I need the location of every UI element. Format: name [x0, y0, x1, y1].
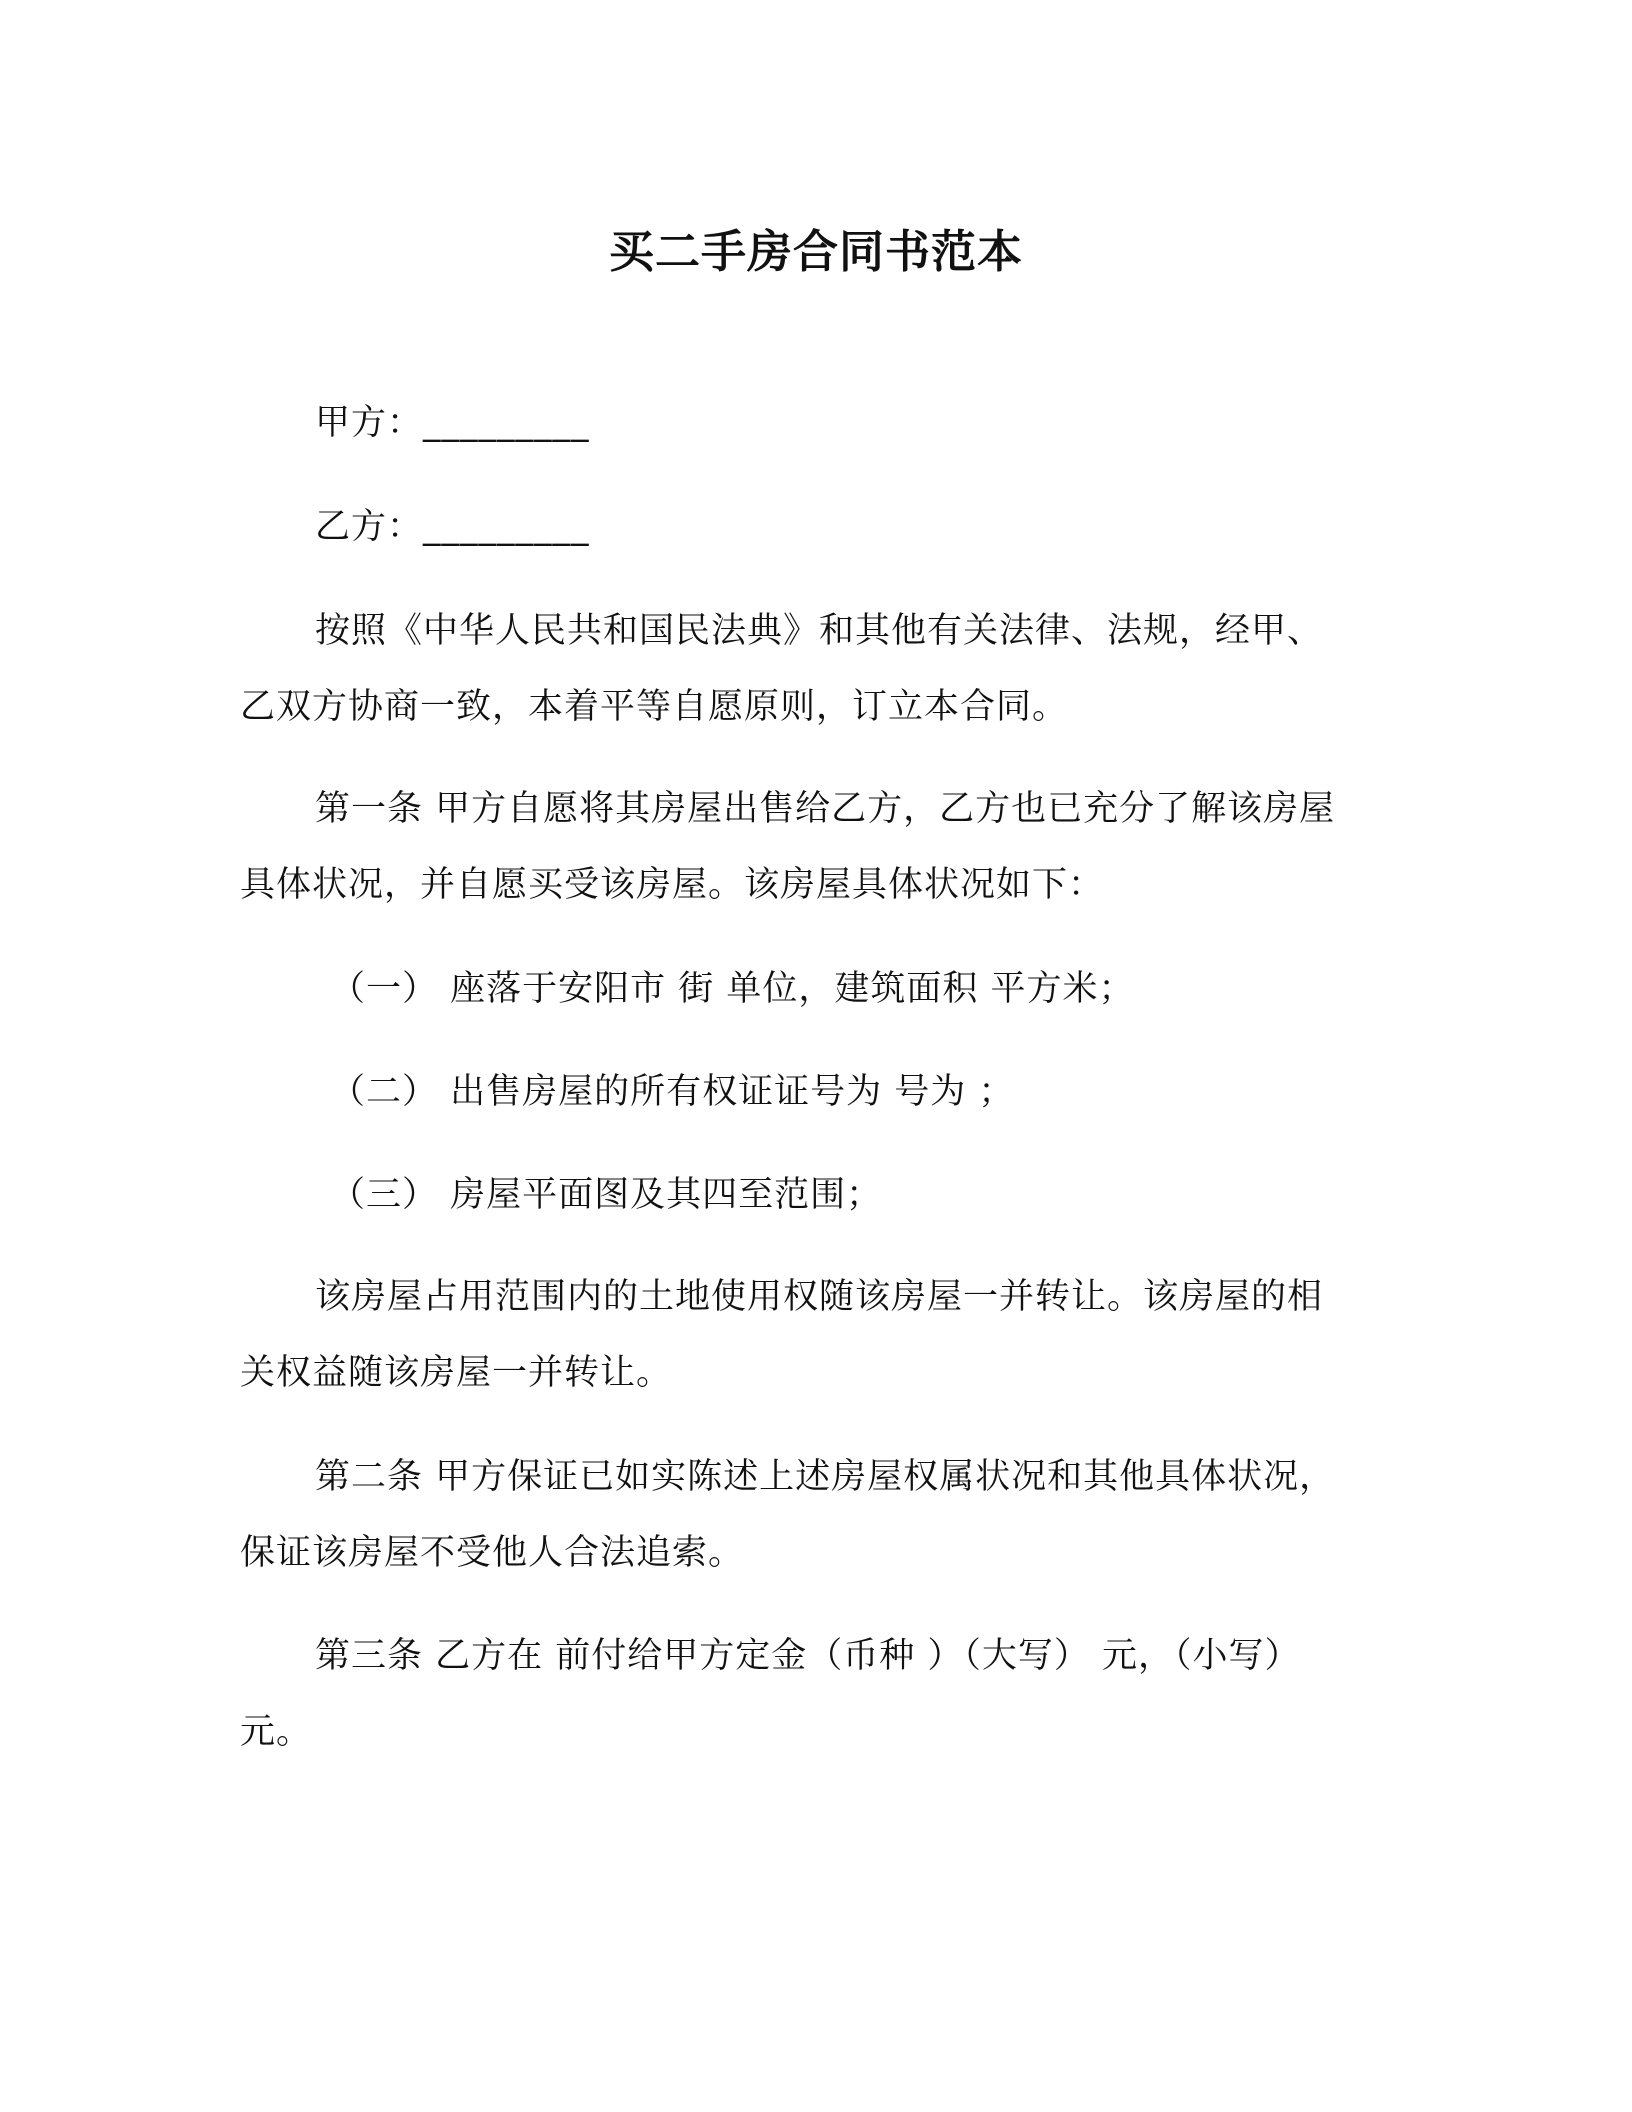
preamble-line-2: 乙双方协商一致，本着平等自愿原则，订立本合同。 — [240, 687, 1069, 727]
preamble-line-1: 按照《中华人民共和国民法典》和其他有关法律、法规，经甲、 — [315, 611, 1324, 651]
article1-item-3: （三） 房屋平面图及其四至范围； — [330, 1175, 883, 1215]
land-use-line-2: 关权益随该房屋一并转让。 — [240, 1353, 673, 1393]
document-title: 买二手房合同书范本 — [608, 225, 1023, 278]
article2-line-1: 第二条 甲方保证已如实陈述上述房屋权属状况和其他具体状况， — [315, 1457, 1336, 1497]
party-a-line: 甲方：_________ — [315, 403, 590, 443]
article1-line-1: 第一条 甲方自愿将其房屋出售给乙方，乙方也已充分了解该房屋 — [315, 789, 1336, 829]
party-b-line: 乙方：_________ — [315, 507, 590, 547]
article3-line-2: 元。 — [240, 1712, 313, 1752]
article2-line-2: 保证该房屋不受他人合法追索。 — [240, 1533, 745, 1573]
article1-line-2: 具体状况，并自愿买受该房屋。该房屋具体状况如下： — [240, 865, 1105, 905]
article1-item-1: （一） 座落于安阳市 街 单位，建筑面积 平方米； — [330, 969, 1135, 1009]
article1-item-2: （二） 出售房屋的所有权证证号为 号为 ； — [330, 1072, 1015, 1112]
land-use-line-1: 该房屋占用范围内的土地使用权随该房屋一并转让。该房屋的相 — [315, 1277, 1324, 1317]
article3-line-1: 第三条 乙方在 前付给甲方定金（币种 ）（大写） 元，（小写） — [315, 1636, 1301, 1676]
